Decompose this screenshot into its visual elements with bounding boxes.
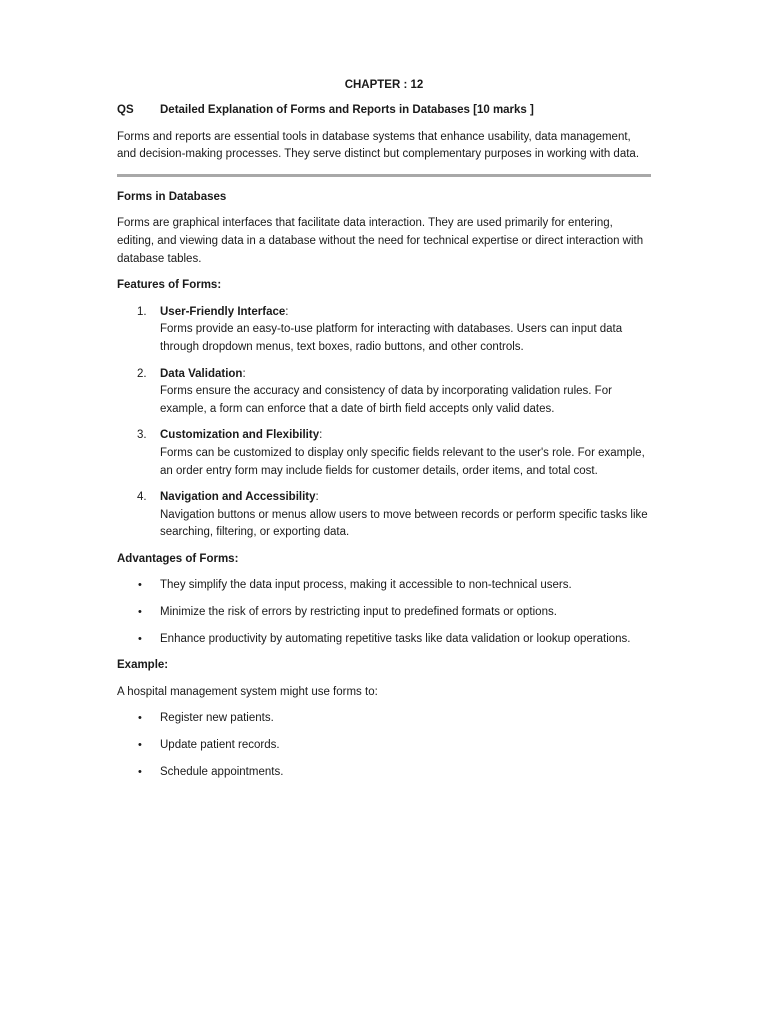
feature-number: 3. bbox=[137, 429, 147, 442]
feature-text: Forms can be customized to display only specific fields relevant to the user's role. For example, an order entry form may include fields for customer details, order items, and total cost. bbox=[160, 446, 645, 477]
feature-colon: : bbox=[319, 429, 323, 442]
bullet-icon: • bbox=[138, 632, 142, 645]
advantage-text: They simplify the data input process, making it accessible to non-technical users. bbox=[160, 579, 572, 592]
bullet-icon: • bbox=[138, 739, 142, 752]
example-intro-paragraph: A hospital management system might use forms to: bbox=[117, 685, 378, 698]
feature-title: Customization and Flexibility bbox=[160, 429, 320, 442]
advantage-text: Minimize the risk of errors by restricting input to predefined formats or options. bbox=[160, 606, 557, 619]
feature-text: Forms ensure the accuracy and consistency of data by incorporating validation rules. For example, a form can enforce that a date of birth field accepts only valid dates. bbox=[160, 385, 612, 415]
bullet-icon: • bbox=[138, 579, 142, 592]
advantage-item bbox=[117, 577, 651, 595]
feature-text: Navigation buttons or menus allow users to move between records or perform specific tasks like searching, filtering, or exporting data. bbox=[160, 508, 648, 539]
feature-item bbox=[117, 427, 651, 480]
example-text: Register new patients. bbox=[160, 712, 274, 725]
bullet-icon: • bbox=[138, 606, 142, 619]
example-heading: Example: bbox=[117, 659, 169, 672]
example-list bbox=[117, 710, 651, 781]
feature-number: 2. bbox=[137, 367, 147, 380]
question-label: QS bbox=[117, 104, 134, 116]
feature-title: User-Friendly Interface bbox=[160, 305, 286, 318]
feature-colon: : bbox=[315, 491, 319, 504]
feature-number: 4. bbox=[137, 491, 147, 504]
example-item bbox=[117, 710, 651, 728]
question-line bbox=[117, 102, 651, 120]
example-text: Update patient records. bbox=[160, 739, 280, 752]
feature-colon: : bbox=[242, 367, 246, 380]
advantage-item bbox=[117, 631, 651, 649]
feature-title: Navigation and Accessibility bbox=[160, 491, 316, 504]
document-page bbox=[117, 76, 651, 790]
example-text: Schedule appointments. bbox=[160, 765, 284, 778]
feature-title: Data Validation bbox=[160, 367, 243, 380]
advantage-item bbox=[117, 604, 651, 622]
chapter-heading: CHAPTER : 12 bbox=[344, 79, 424, 91]
feature-item bbox=[117, 304, 651, 357]
forms-heading: Forms in Databases bbox=[117, 190, 227, 203]
forms-intro-paragraph: Forms are graphical interfaces that facilitate data interaction. They are used primarily for entering, editing, and viewing data in a database without the need for technical expertise or direct interaction with database tables. bbox=[117, 217, 644, 265]
advantage-text: Enhance productivity by automating repetitive tasks like data validation or lookup operations. bbox=[160, 632, 631, 645]
feature-text: Forms provide an easy-to-use platform for interacting with databases. Users can input data through dropdown menus, text boxes, radio buttons, and other controls. bbox=[160, 323, 623, 353]
feature-number: 1. bbox=[137, 305, 147, 318]
features-heading: Features of Forms: bbox=[117, 279, 222, 292]
horizontal-rule bbox=[117, 174, 651, 177]
bullet-icon: • bbox=[138, 765, 142, 778]
features-list bbox=[117, 304, 651, 542]
advantages-list bbox=[117, 577, 651, 648]
feature-item bbox=[117, 489, 651, 542]
intro-paragraph: Forms and reports are essential tools in database systems that enhance usability, data management, and decision-making processes. They serve distinct but complementary purposes in working with data. bbox=[117, 130, 640, 161]
feature-colon: : bbox=[285, 305, 289, 318]
question-title: Detailed Explanation of Forms and Reports in Databases [10 marks ] bbox=[160, 104, 534, 116]
advantages-heading: Advantages of Forms: bbox=[117, 552, 239, 565]
bullet-icon: • bbox=[138, 712, 142, 725]
example-item bbox=[117, 737, 651, 755]
example-item bbox=[117, 764, 651, 782]
feature-item bbox=[117, 366, 651, 419]
